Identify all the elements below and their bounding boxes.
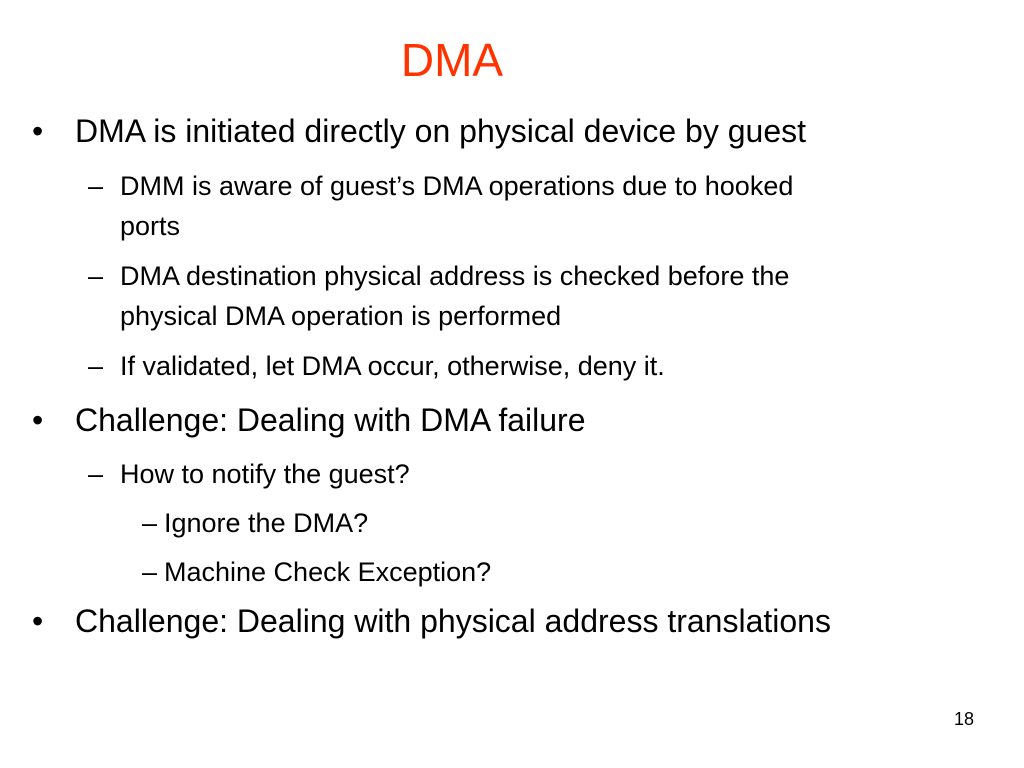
bullet-text: Challenge: Dealing with physical address translations xyxy=(75,603,831,639)
bullet-text: Challenge: Dealing with DMA failure xyxy=(75,402,586,438)
bullet-marker: • xyxy=(32,603,44,639)
dash-marker: – xyxy=(88,171,104,201)
sub-sub-bullet-text: Ignore the DMA? xyxy=(164,508,369,538)
sub-bullet-text: DMM is aware of guest’s DMA operations due to hooked xyxy=(120,171,794,201)
page-number: 18 xyxy=(953,709,974,729)
dash-marker: – xyxy=(142,557,158,587)
sub-bullet-text: physical DMA operation is performed xyxy=(120,301,562,331)
sub-sub-bullet-text: Machine Check Exception? xyxy=(164,557,492,587)
sub-bullet-text: ports xyxy=(120,211,181,241)
dash-marker: – xyxy=(88,459,104,489)
dash-marker: – xyxy=(142,508,158,538)
bullet-marker: • xyxy=(32,402,44,438)
sub-bullet-text: If validated, let DMA occur, otherwise, deny it. xyxy=(120,351,665,381)
bullet-text: DMA is initiated directly on physical device by guest xyxy=(75,113,807,149)
slide-title: DMA xyxy=(400,34,504,86)
dash-marker: – xyxy=(88,351,104,381)
sub-bullet-text: DMA destination physical address is checked before the xyxy=(120,261,790,291)
bullet-marker: • xyxy=(32,113,44,149)
sub-bullet-text: How to notify the guest? xyxy=(120,459,410,489)
dash-marker: – xyxy=(88,261,104,291)
